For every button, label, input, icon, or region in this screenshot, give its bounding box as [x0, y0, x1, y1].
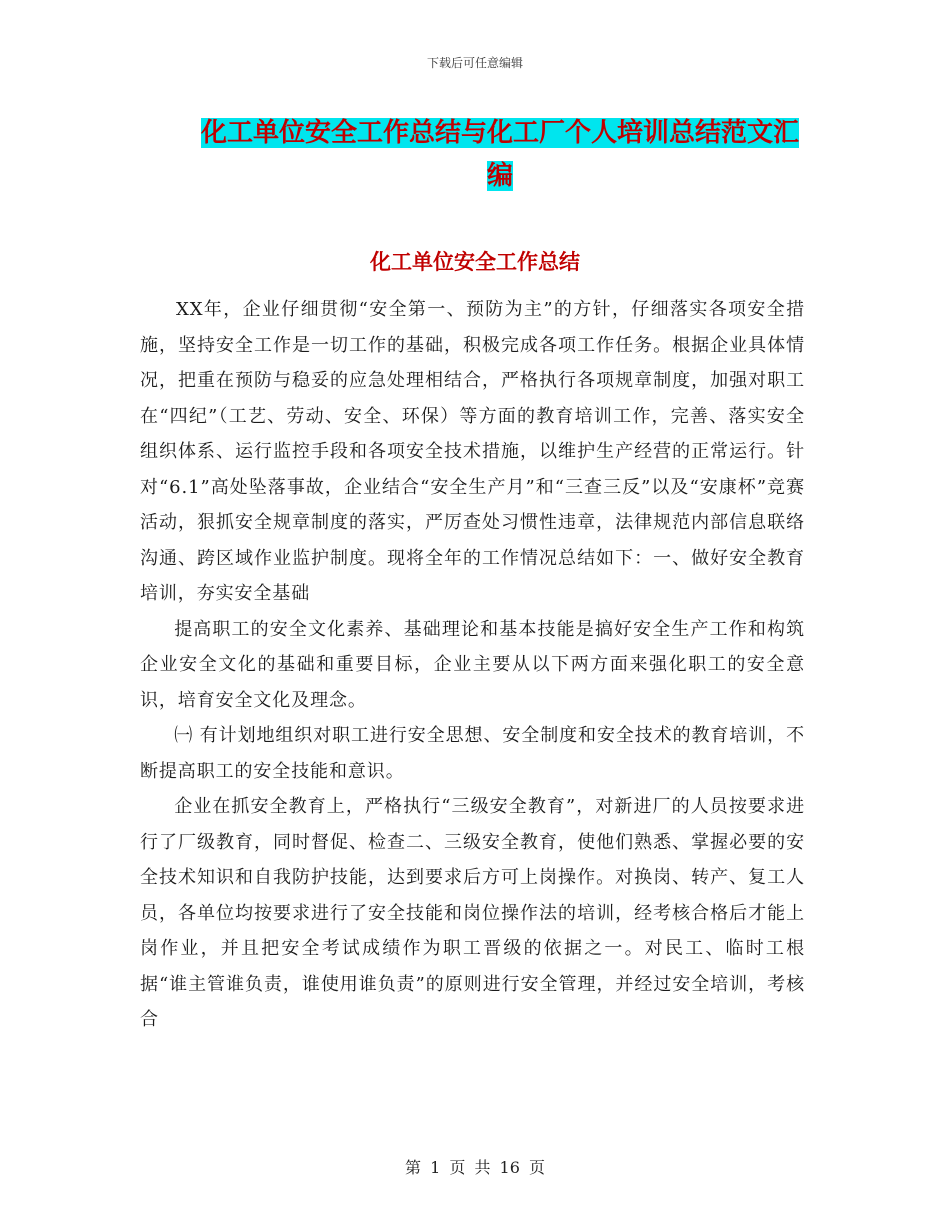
- page-number-footer: 第 1 页 共 16 页: [405, 1158, 545, 1177]
- document-title-text: 化工单位安全工作总结与化工厂个人培训总结范文汇编: [200, 118, 799, 191]
- paragraph-4: 企业在抓安全教育上，严格执行“三级安全教育”，对新进厂的人员按要求进行了厂级教育，同时督促、检查二、三级安全教育，使他们熟悉、掌握必要的安全技术知识和自我防护技能，达到要求后方可上岗操作。对换岗、转产、复工人员，各单位均按要求进行了安全技能和岗位操作法的培训，经考核合格后才能上岗作业，并且把安全考试成绩作为职工晋级的依据之一。对民工、临时工根据“谁主管谁负责，谁使用谁负责”的原则进行安全管理，并经过安全培训，考核合: [140, 796, 805, 1030]
- page-header-note: 下载后可任意编辑: [426, 56, 523, 70]
- document-body: [140, 292, 805, 1038]
- paragraph-2: 提高职工的安全文化素养、基础理论和基本技能是搞好安全生产工作和构筑企业安全文化的基础和重要目标，企业主要从以下两方面来强化职工的安全意识，培育安全文化及理念。: [140, 618, 805, 711]
- section-title: 化工单位安全工作总结: [370, 250, 580, 274]
- paragraph-1: XX年，企业仔细贯彻“安全第一、预防为主”的方针，仔细落实各项安全措施，坚持安全工作是一切工作的基础，积极完成各项工作任务。根据企业具体情况，把重在预防与稳妥的应急处理相结合，严格执行各项规章制度，加强对职工在“四纪”（工艺、劳动、安全、环保）等方面的教育培训工作，完善、落实安全组织体系、运行监控手段和各项安全技术措施，以维护生产经营的正常运行。针对“6.1”高处坠落事故，企业结合“安全生产月”和“三查三反”以及“安康杯”竞赛活动，狠抓安全规章制度的落实，严厉查处习惯性违章，法律规范内部信息联络沟通、跨区域作业监护制度。现将全年的工作情况总结如下：一、做好安全教育培训，夯实安全基础: [140, 299, 805, 604]
- document-title: [195, 112, 805, 198]
- paragraph-3: ㈠ 有计划地组织对职工进行安全思想、安全制度和安全技术的教育培训，不断提高职工的安全技能和意识。: [140, 725, 805, 782]
